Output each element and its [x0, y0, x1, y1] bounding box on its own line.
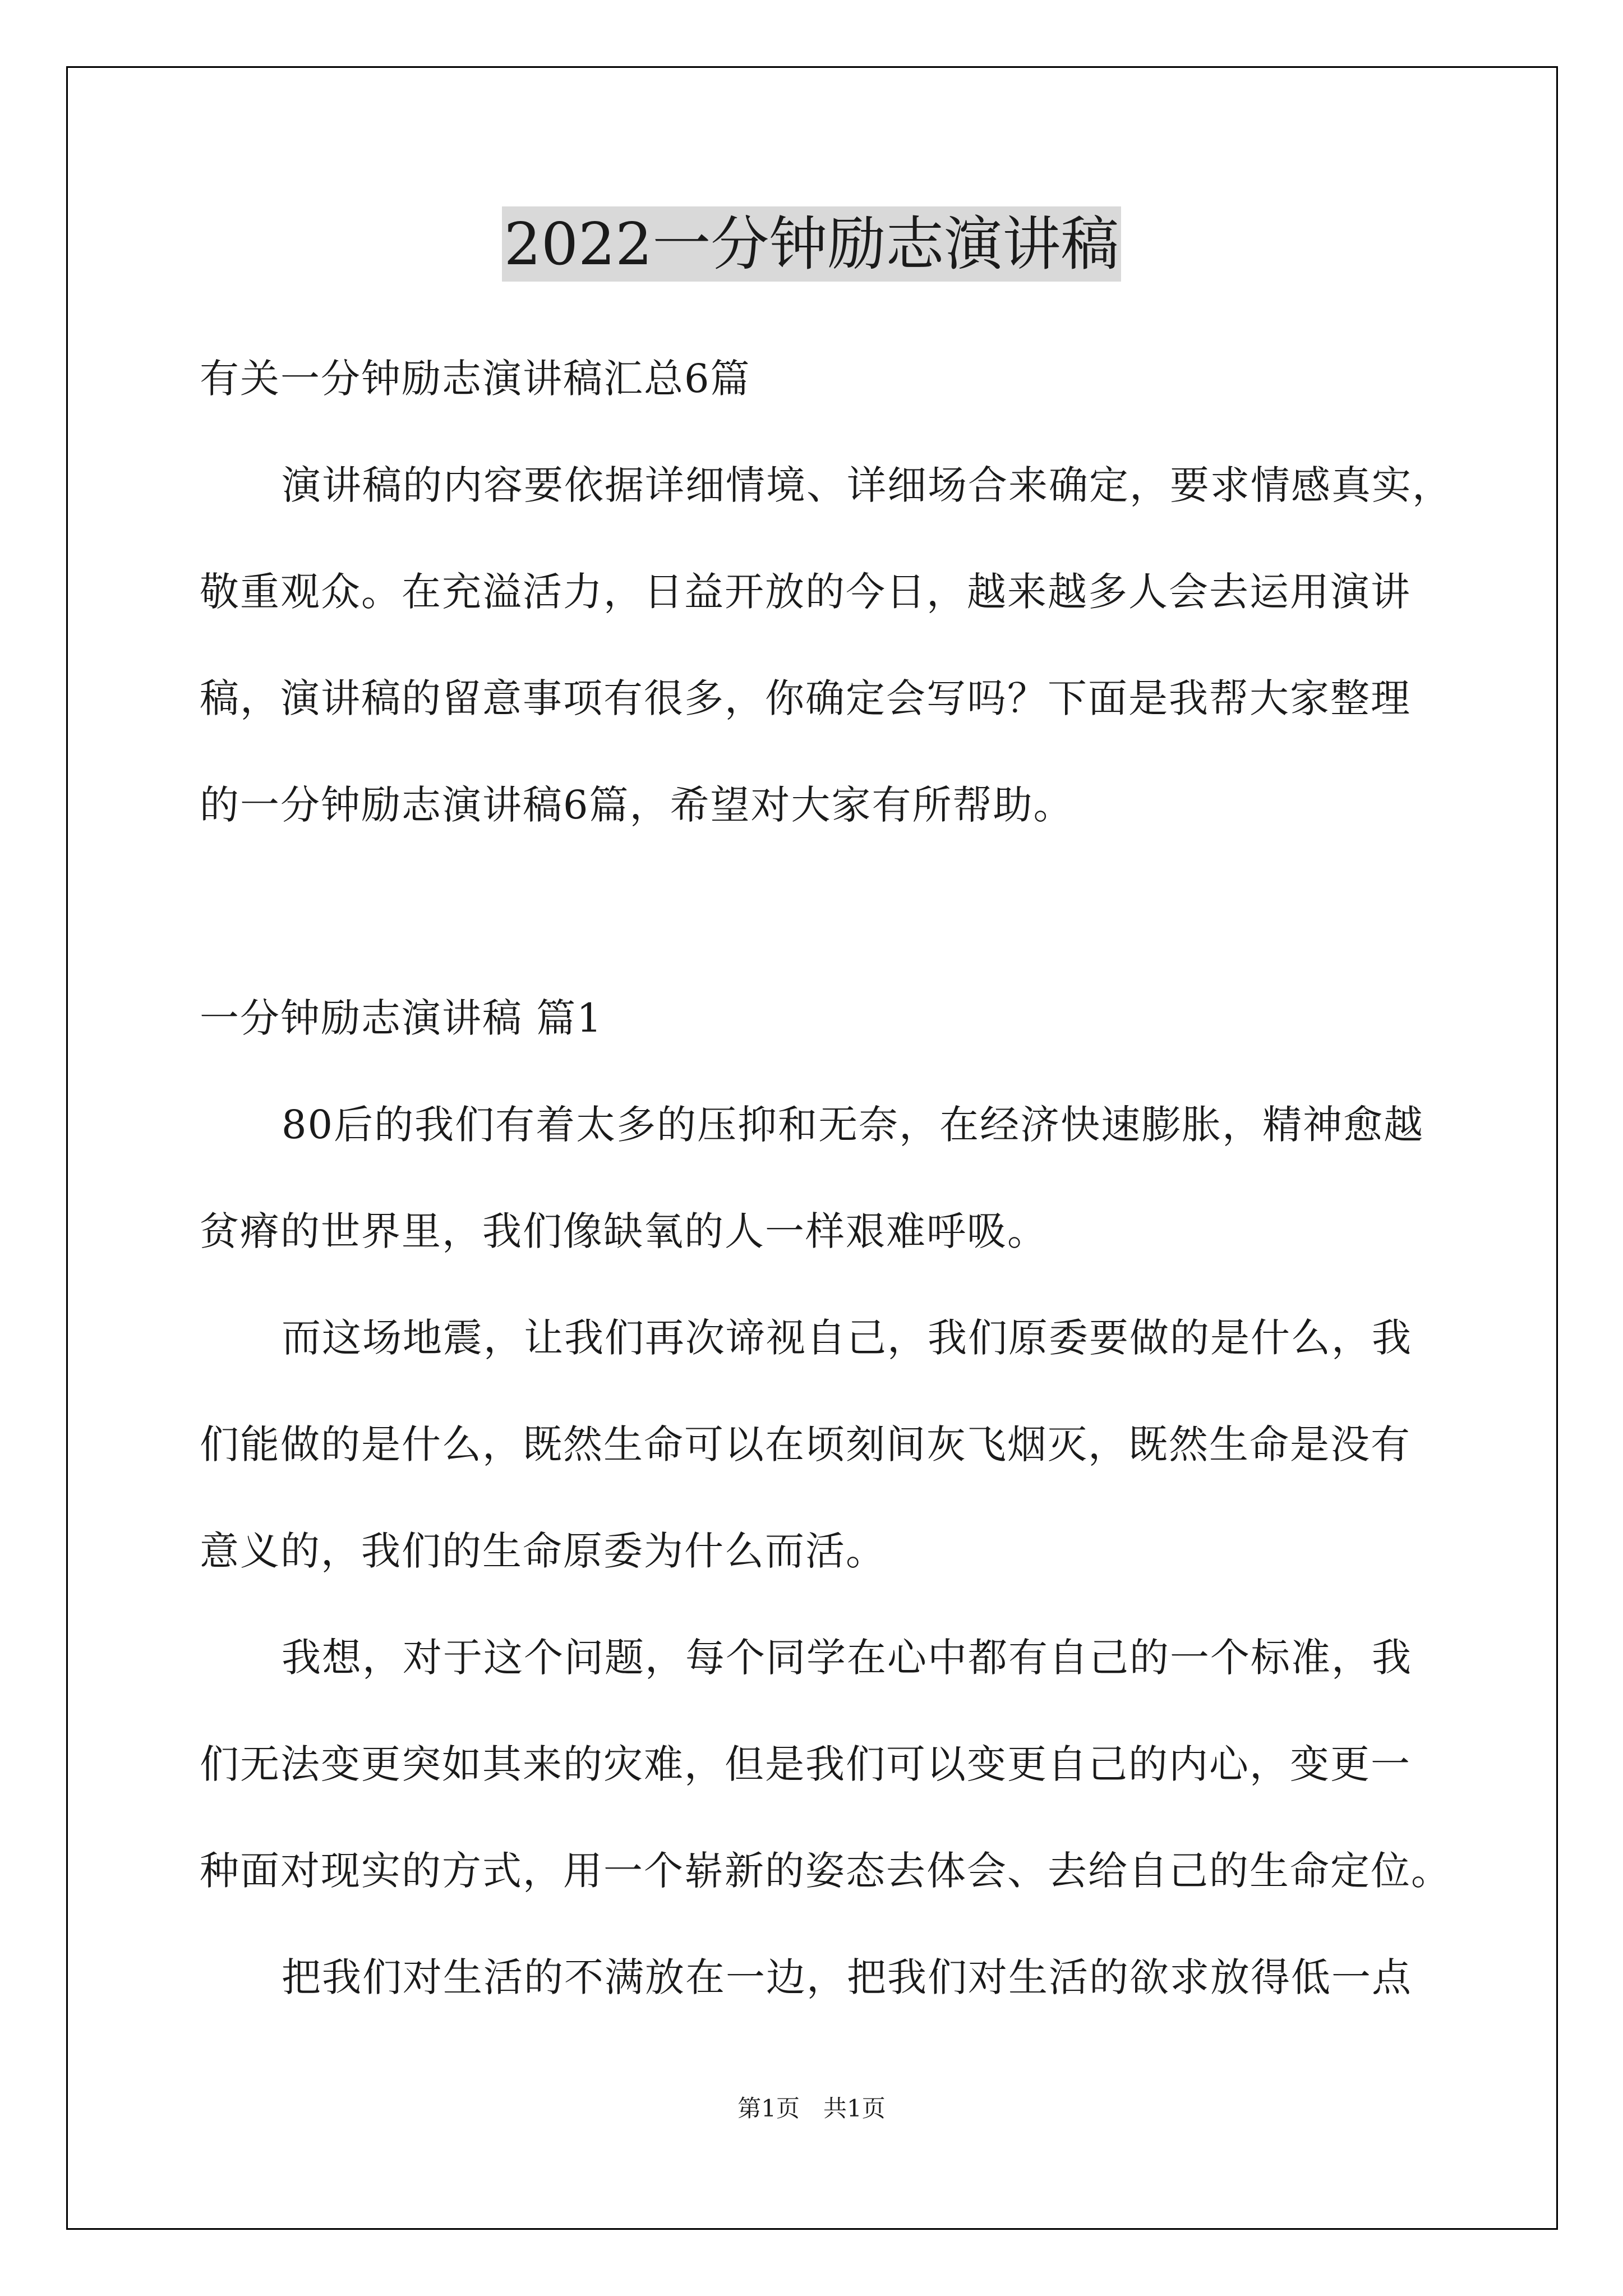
paragraph-line: 贫瘠的世界里，我们像缺氧的人一样艰难呼吸。: [200, 1208, 1048, 1254]
paragraph-line: 们能做的是什么，既然生命可以在顷刻间灰飞烟灭，既然生命是没有: [200, 1421, 1411, 1467]
page-footer: 第1页 共1页: [737, 2095, 886, 2122]
title-container: [0, 206, 1623, 282]
paragraph-line: 种面对现实的方式，用一个崭新的姿态去体会、去给自己的生命定位。: [200, 1848, 1451, 1894]
paragraph-line: 意义的，我们的生命原委为什么而活。: [200, 1528, 886, 1574]
section-heading: 一分钟励志演讲稿 篇1: [200, 995, 603, 1041]
paragraph-line: 稿，演讲稿的留意事项有很多，你确定会写吗？下面是我帮大家整理: [200, 675, 1411, 721]
subtitle-line: 有关一分钟励志演讲稿汇总6篇: [200, 356, 751, 402]
paragraph-line: 敬重观众。在充溢活力，日益开放的今日，越来越多人会去运用演讲: [200, 569, 1411, 615]
paragraph-line: 把我们对生活的不满放在一边，把我们对生活的欲求放得低一点: [282, 1954, 1412, 2000]
paragraph-line: 80后的我们有着太多的压抑和无奈，在经济快速膨胀，精神愈越: [282, 1102, 1424, 1148]
paragraph-line: 的一分钟励志演讲稿6篇，希望对大家有所帮助。: [200, 782, 1074, 828]
paragraph-line: 我想，对于这个问题，每个同学在心中都有自己的一个标准，我: [282, 1635, 1412, 1681]
paragraph-line: 而这场地震，让我们再次谛视自己，我们原委要做的是什么，我: [282, 1315, 1412, 1361]
paragraph-line: 们无法变更突如其来的灾难，但是我们可以变更自己的内心，变更一: [200, 1741, 1411, 1787]
paragraph-line: 演讲稿的内容要依据详细情境、详细场合来确定，要求情感真实，: [282, 462, 1453, 508]
document-title: 2022一分钟励志演讲稿: [502, 206, 1122, 282]
